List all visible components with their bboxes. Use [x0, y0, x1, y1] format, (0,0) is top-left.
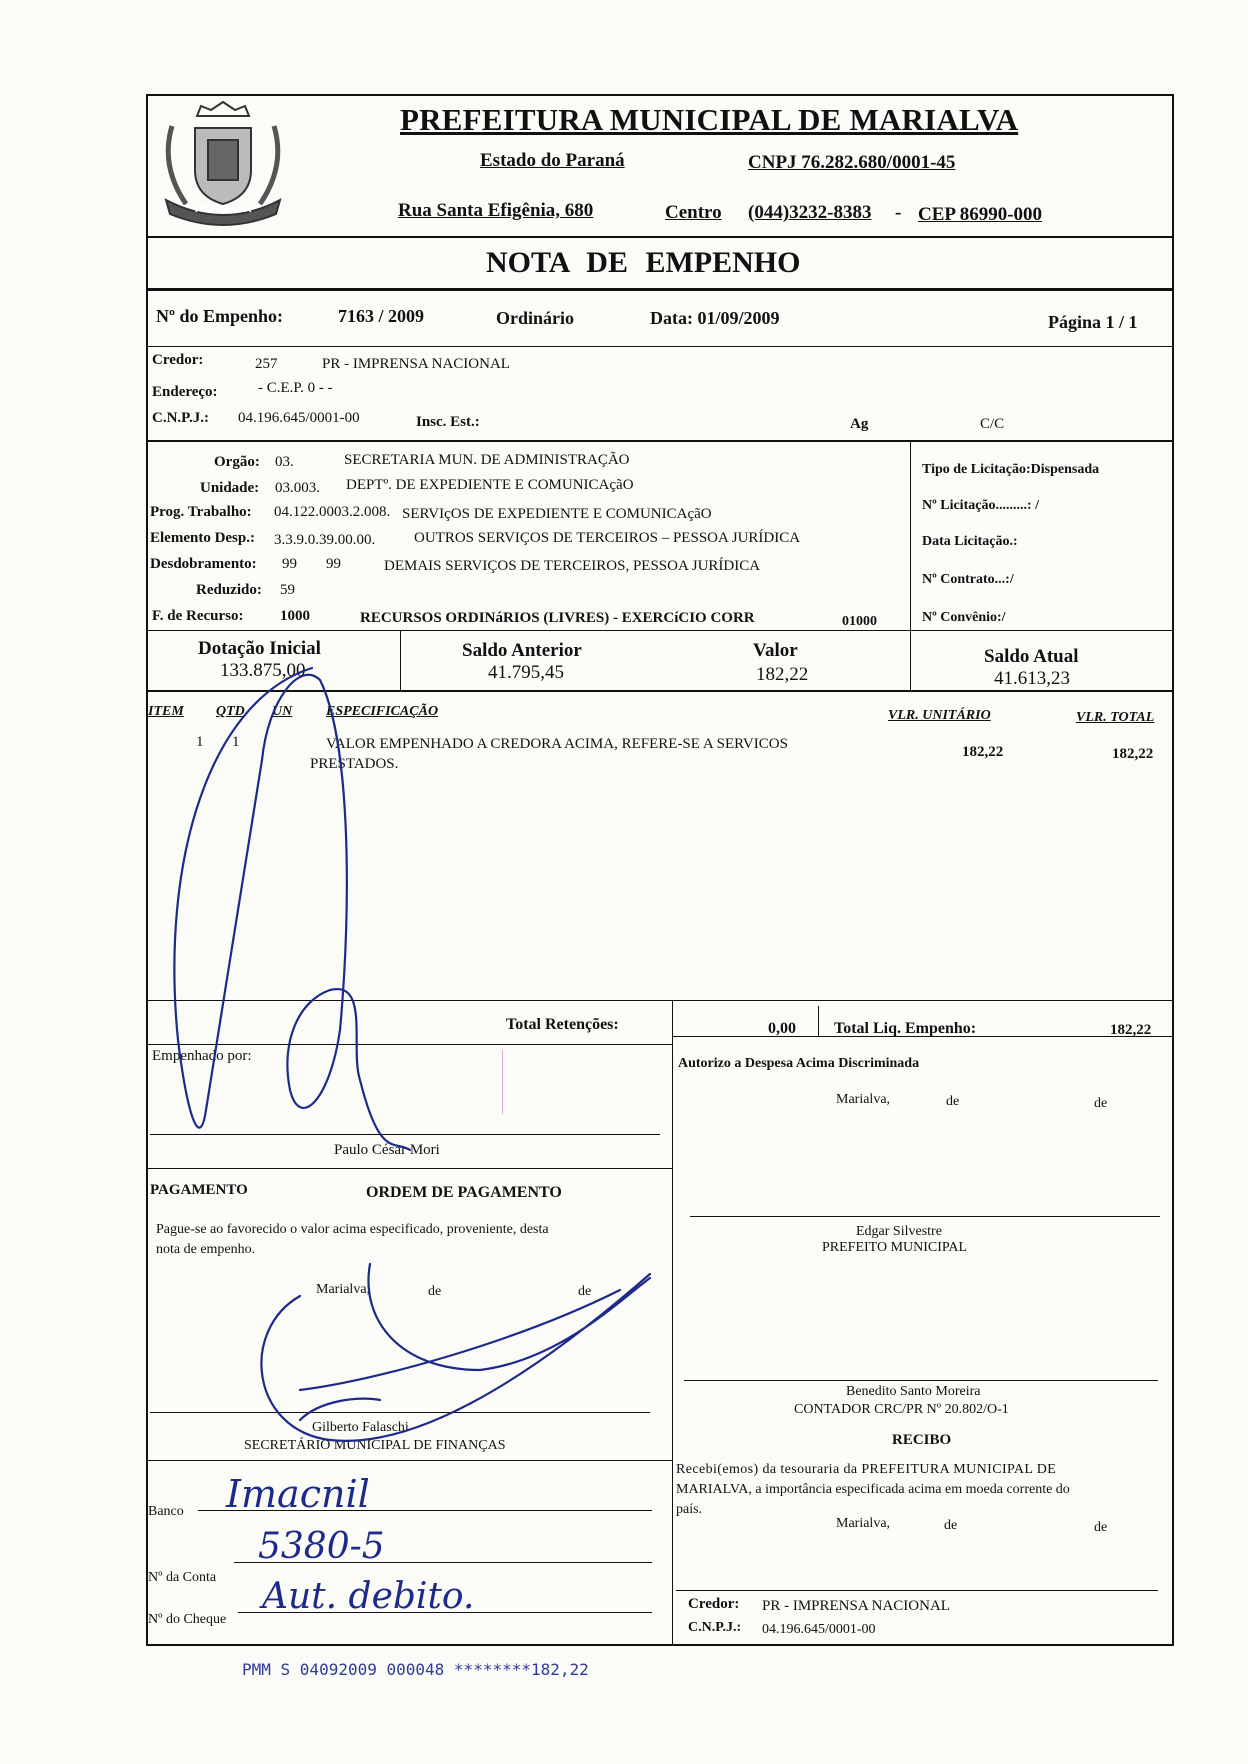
item-qtd: 1 [232, 734, 240, 750]
pagamento-de: de [428, 1284, 442, 1299]
total-retencoes-label: Total Retenções: [506, 1016, 619, 1033]
rule [146, 1000, 1174, 1001]
address-label: Rua Santa Efigênia, 680 [398, 200, 594, 221]
credor-label: Credor: [152, 352, 204, 368]
ordem-pagamento-title: ORDEM DE PAGAMENTO [366, 1184, 562, 1201]
saldo-atual-label: Saldo Atual [984, 646, 1079, 667]
insc-est-label: Insc. Est.: [416, 414, 480, 430]
rule [146, 1168, 672, 1169]
page-number: Página 1 / 1 [1048, 312, 1138, 332]
total-liquido-value: 182,22 [1110, 1022, 1152, 1038]
recibo-cnpj-label: C.N.P.J.: [688, 1620, 742, 1635]
rule [146, 440, 1174, 442]
rule [146, 346, 1174, 347]
credor-cnpj: 04.196.645/0001-00 [238, 410, 360, 426]
empenhado-por-label: Empenhado por: [152, 1048, 252, 1064]
secretario-title: SECRETÁRIO MUNICIPAL DE FINANÇAS [244, 1438, 506, 1453]
payment-stamp: PMM S 04092009 000048 ********182,22 [242, 1660, 589, 1679]
prefeito-name: Edgar Silvestre [856, 1224, 942, 1239]
secretario-name: Gilberto Falaschi [312, 1420, 409, 1435]
contador-name: Benedito Santo Moreira [846, 1384, 981, 1399]
saldo-anterior-label: Saldo Anterior [462, 640, 582, 661]
endereco-label: Endereço: [152, 384, 218, 400]
orgao-label: Orgão: [214, 454, 260, 470]
phone-label: (044)3232-8383 [748, 202, 872, 223]
col-total-value-header: VLR. TOTAL [1076, 710, 1155, 725]
prog-trabalho-name: SERVIçOS DE EXPEDIENTE E COMUNICAçãO [402, 506, 712, 522]
data-licitacao: Data Licitação.: [922, 534, 1018, 549]
rule [818, 1006, 819, 1036]
signature-line [150, 1412, 650, 1413]
desdobramento-name: DEMAIS SERVIÇOS DE TERCEIROS, PESSOA JURÍDICA [384, 558, 761, 574]
item-unit-value: 182,22 [962, 744, 1004, 760]
rule [672, 1000, 673, 1646]
banco-label: Banco [148, 1504, 184, 1519]
empenho-number-label: Nº do Empenho: [156, 306, 283, 326]
recibo-de: de [944, 1518, 958, 1533]
reduzido-label: Reduzido: [196, 582, 262, 598]
municipal-crest-logo [150, 96, 296, 236]
saldo-anterior-value: 41.795,45 [488, 662, 564, 683]
recibo-place: Marialva, [836, 1516, 891, 1531]
empenho-number: 7163 / 2009 [338, 306, 425, 326]
unidade-name: DEPTº. DE EXPEDIENTE E COMUNICAçãO [346, 477, 634, 493]
col-spec-header: ESPECIFICAÇÃO [326, 704, 439, 719]
signature-line [690, 1216, 1160, 1217]
fonte-recurso-code: 1000 [280, 608, 310, 624]
state-label: Estado do Paraná [480, 150, 625, 171]
district-label: Centro [665, 202, 722, 223]
signature-line [684, 1380, 1158, 1381]
valor-label: Valor [753, 640, 798, 661]
fonte-recurso-name: RECURSOS ORDINáRIOS (LIVRES) - EXERCíCIO CORR [360, 610, 755, 626]
col-unit-value-header: VLR. UNITÁRIO [888, 708, 991, 723]
cnpj-label: CNPJ 76.282.680/0001-45 [748, 152, 956, 173]
agencia-label: Ag [850, 416, 869, 432]
prog-trabalho-label: Prog. Trabalho: [150, 504, 252, 520]
rule [400, 630, 401, 690]
separator: - [895, 202, 902, 223]
numero-licitacao: Nº Licitação.........: / [922, 498, 1039, 513]
item-total-value: 182,22 [1112, 746, 1154, 762]
unidade-label: Unidade: [200, 480, 260, 496]
col-un-header: UN [272, 704, 293, 719]
cheque-handwritten: Aut. debito. [262, 1576, 475, 1617]
recibo-text-cont: MARIALVA, a importância especificada acima em moeda corrente do [676, 1482, 1070, 1497]
total-liquido-label: Total Liq. Empenho: [834, 1020, 977, 1037]
prog-trabalho-code: 04.122.0003.2.008. [274, 504, 391, 520]
empenhado-por-name: Paulo César Mori [334, 1142, 440, 1158]
autorizo-place: Marialva, [836, 1092, 891, 1107]
fonte-recurso-number: 01000 [842, 614, 877, 629]
autorizo-de: de [1094, 1096, 1108, 1111]
col-qtd-header: QTD [216, 704, 245, 719]
item-spec-cont: PRESTADOS. [310, 756, 399, 772]
signature-line [676, 1590, 1158, 1591]
rule [910, 630, 911, 690]
rule [146, 1044, 672, 1045]
banco-handwritten: Imacnil [226, 1472, 370, 1516]
conta-corrente-label: C/C [980, 416, 1005, 432]
reduzido-value: 59 [280, 582, 295, 598]
empenho-date: Data: 01/09/2009 [650, 308, 780, 328]
desdobramento-label: Desdobramento: [150, 556, 257, 572]
pink-mark [502, 1050, 503, 1114]
tipo-licitacao: Tipo de Licitação:Dispensada [922, 462, 1100, 477]
total-retencoes-value: 0,00 [768, 1020, 796, 1037]
recibo-credor-label: Credor: [688, 1596, 740, 1612]
elemento-desp-label: Elemento Desp.: [150, 530, 255, 546]
recibo-text-end: país. [676, 1502, 703, 1517]
pagamento-de: de [578, 1284, 592, 1299]
valor-value: 182,22 [756, 664, 809, 685]
municipality-title: PREFEITURA MUNICIPAL DE MARIALVA [400, 102, 1019, 137]
col-item-header: ITEM [148, 704, 184, 719]
rule [146, 630, 1174, 631]
pagamento-text-cont: nota de empenho. [156, 1242, 256, 1257]
saldo-atual-value: 41.613,23 [994, 668, 1070, 689]
empenho-type: Ordinário [496, 308, 575, 328]
credor-code: 257 [255, 356, 278, 372]
rule [146, 288, 1174, 291]
rule [146, 690, 1174, 692]
pagamento-label: PAGAMENTO [150, 1182, 248, 1198]
pagamento-place: Marialva, [316, 1282, 371, 1297]
elemento-desp-code: 3.3.9.0.39.00.00. [274, 532, 376, 548]
contador-title: CONTADOR CRC/PR Nº 20.802/O-1 [794, 1402, 1009, 1417]
orgao-name: SECRETARIA MUN. DE ADMINISTRAÇÃO [344, 452, 630, 468]
desdobramento-code: 99 [326, 556, 341, 572]
prefeito-title: PREFEITO MUNICIPAL [822, 1240, 968, 1255]
signature-line [150, 1134, 660, 1135]
credor-name: PR - IMPRENSA NACIONAL [322, 356, 510, 372]
recibo-text: Recebi(emos) da tesouraria da PREFEITURA MUNICIPAL DE [676, 1462, 1057, 1477]
rule [146, 236, 1174, 238]
cep-label: CEP 86990-000 [918, 204, 1043, 225]
recibo-cnpj-value: 04.196.645/0001-00 [762, 1622, 876, 1637]
credor-cnpj-label: C.N.P.J.: [152, 410, 209, 426]
numero-convenio: Nº Convênio:/ [922, 610, 1006, 625]
rule [146, 1460, 672, 1461]
recibo-credor-value: PR - IMPRENSA NACIONAL [762, 1598, 950, 1614]
dotacao-inicial-value: 133.875,00 [220, 660, 306, 681]
conta-handwritten: 5380-5 [258, 1526, 385, 1567]
cheque-label: Nº do Cheque [148, 1612, 227, 1627]
svg-text:MARIALVA: MARIALVA [194, 204, 252, 215]
fonte-recurso-label: F. de Recurso: [152, 608, 244, 624]
autorizo-title: Autorizo a Despesa Acima Discriminada [678, 1056, 920, 1071]
pagamento-text: Pague-se ao favorecido o valor acima especificado, proveniente, desta [156, 1222, 549, 1237]
autorizo-de: de [946, 1094, 960, 1109]
conta-label: Nº da Conta [148, 1570, 217, 1585]
desdobramento-code: 99 [282, 556, 297, 572]
document-title: NOTA DE EMPENHO [486, 246, 801, 279]
orgao-code: 03. [275, 454, 294, 470]
recibo-de: de [1094, 1520, 1108, 1535]
elemento-desp-name: OUTROS SERVIÇOS DE TERCEIROS – PESSOA JURÍDICA [414, 530, 801, 546]
recibo-title: RECIBO [892, 1432, 952, 1448]
item-spec: VALOR EMPENHADO A CREDORA ACIMA, REFERE-SE A SERVICOS [326, 736, 788, 752]
dotacao-inicial-label: Dotação Inicial [198, 638, 321, 659]
unidade-code: 03.003. [275, 480, 320, 496]
item-number: 1 [196, 734, 204, 750]
numero-contrato: Nº Contrato...:/ [922, 572, 1014, 587]
endereco-value: - C.E.P. 0 - - [258, 380, 333, 396]
